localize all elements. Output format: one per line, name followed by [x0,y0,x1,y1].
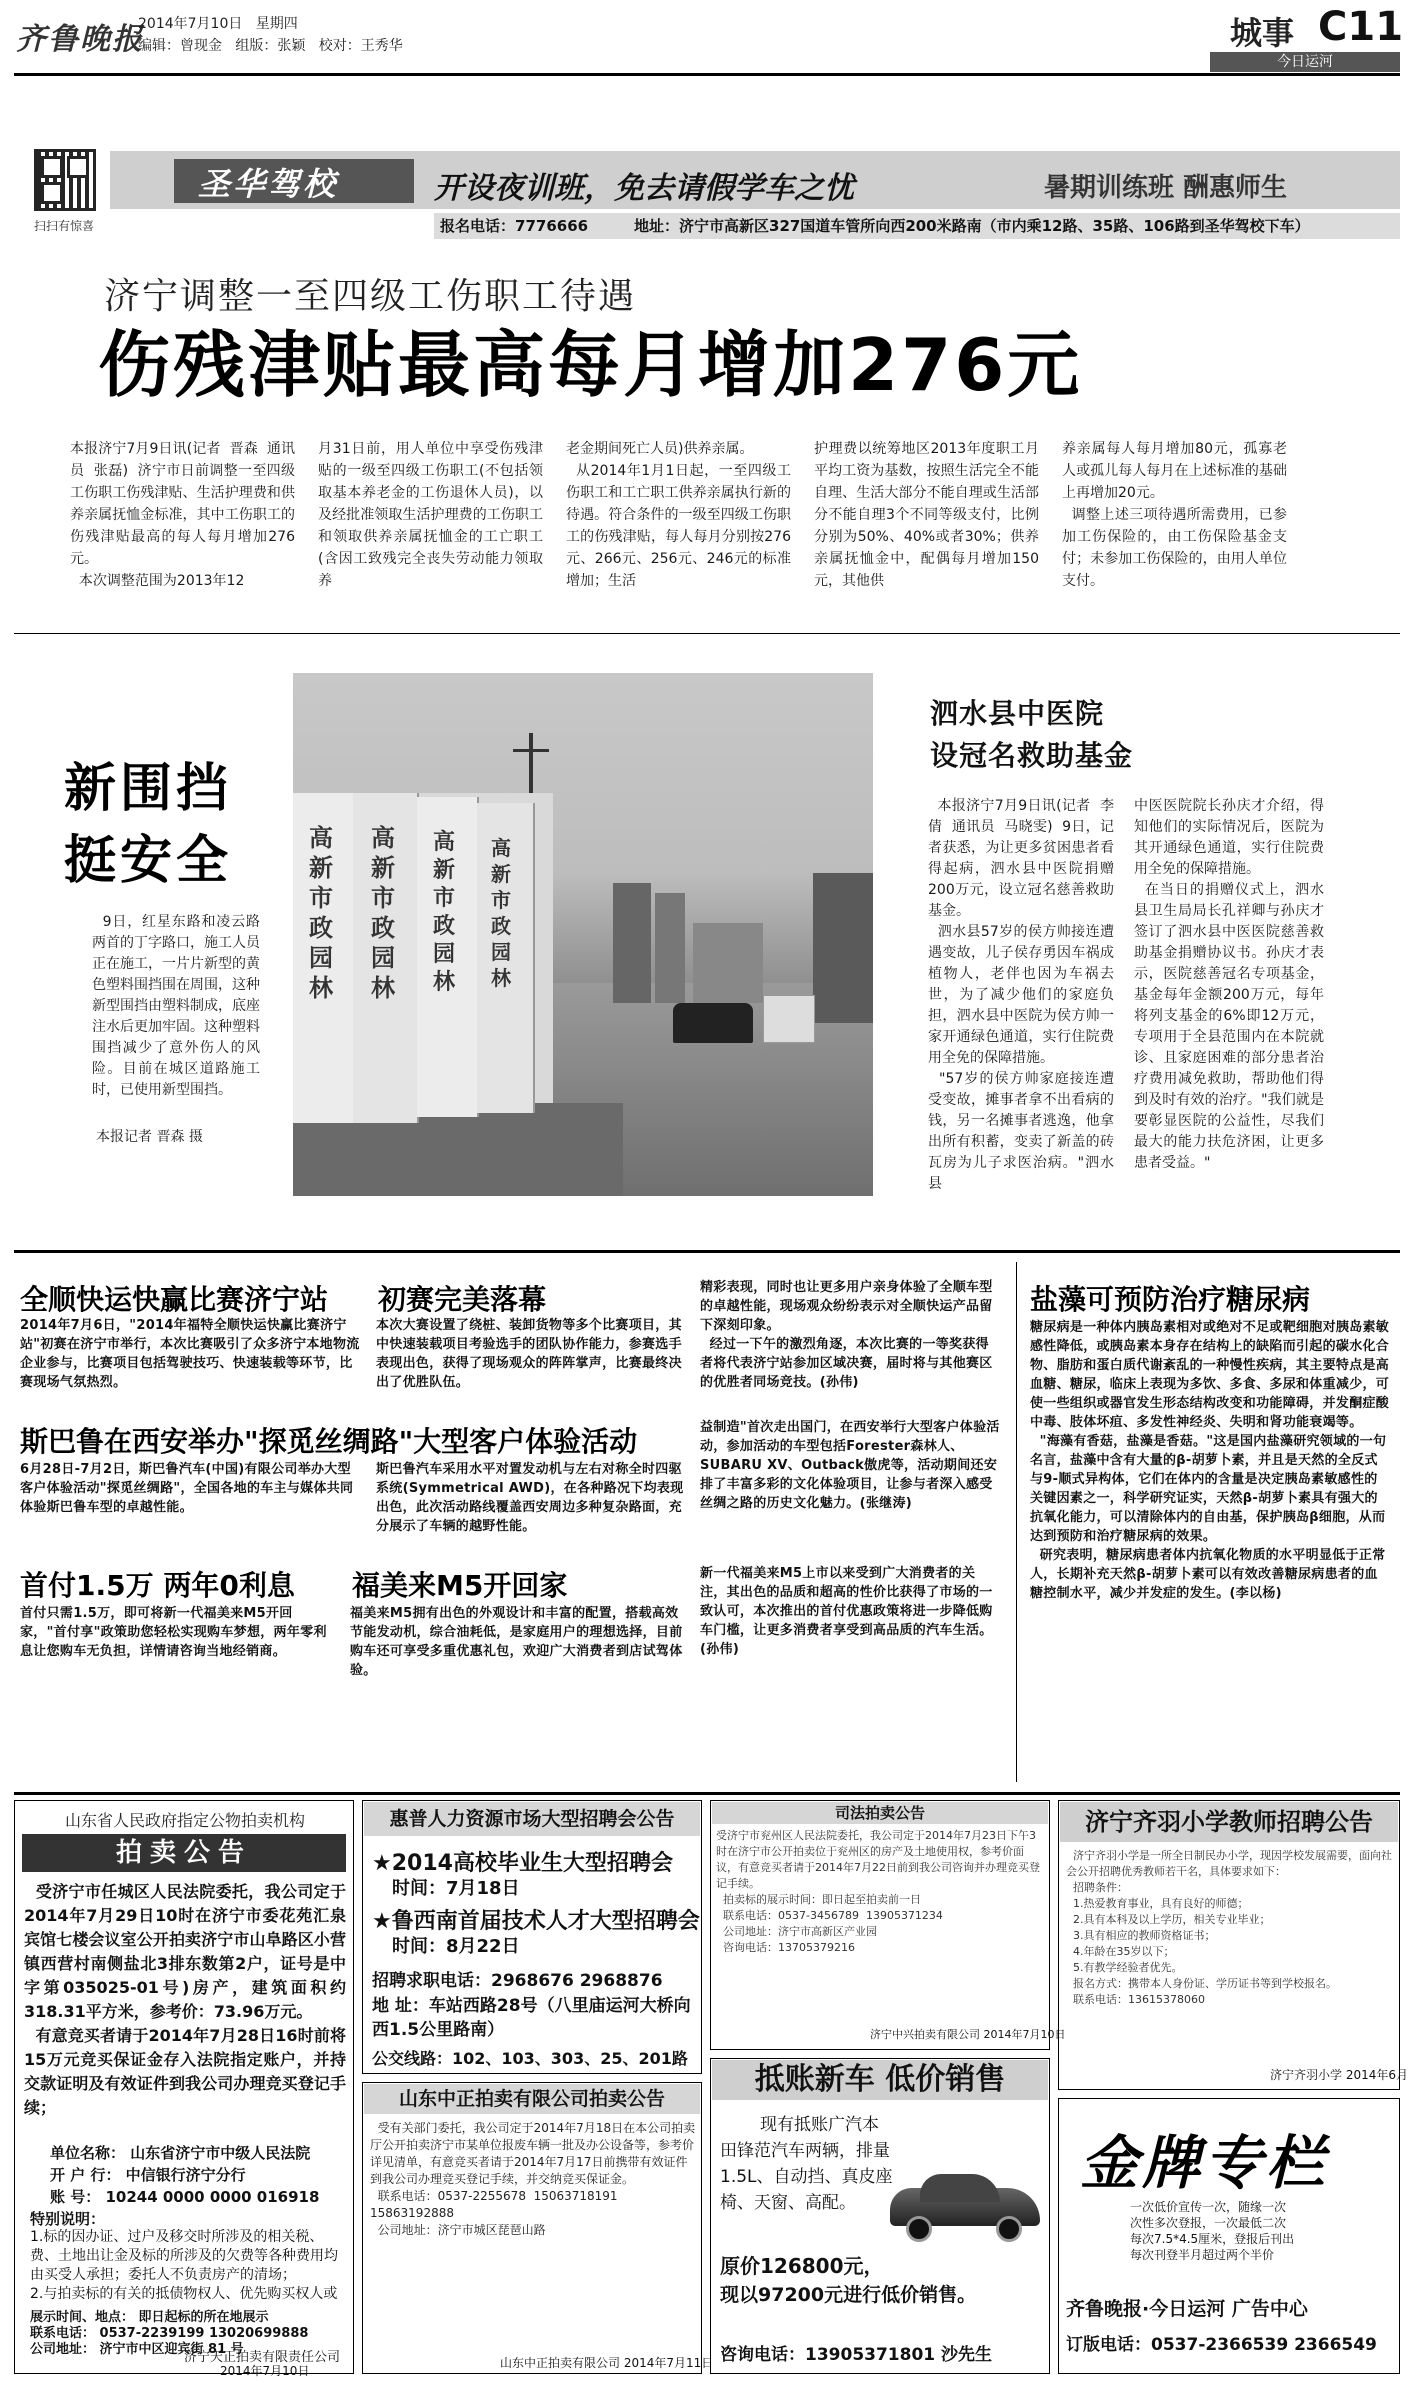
ad-promo: 暑期训练班 酬惠师生 [1044,173,1288,203]
car-sale-line-1: 现有抵账广汽本 [760,2115,879,2135]
proof-credit: 校对：王秀华 [318,38,403,54]
photo-story-body: 9日，红星东路和凌云路两首的丁字路口，施工人员正在施工，一片片新型的黄色塑料围挡围在周围，这种新型围挡由塑料制成，底座注水后更加牢固。这种塑料围挡减少了意外伤人的风险。目前在城区道路施工时，已使用新型围挡。 [92,914,260,1098]
barrier-text: 高新市政园林 [491,836,511,990]
editor-credit: 编辑：曾现金 [138,38,222,54]
phone-label: 报名电话： [440,217,516,235]
lead-col-2: 月31日前，用人单位中享受伤残津贴的一级至四级工伤职工(不包括领取基本养老金的工伤退休人员)，以及经批准领取生活护理费的工伤职工和领取供养亲属抚恤金的工亡职工(含因工致残完全丧失劳动能力领取养 [318,441,543,589]
judicial-title-bar [712,1802,1048,1824]
qr-caption: 扫扫有惊喜 [34,219,95,233]
auto-body-3c: 新一代福美来M5上市以来受到广大消费者的关注，其出色的品质和超高的性价比获得了市场的一致认可，本次推出的首付优惠政策将进一步降低购车门槛，让更多消费者享受到高品质的汽车生活。(孙伟) [700,1566,993,1657]
auto-body-1b: 本次大赛设置了绕桩、装卸货物等多个比赛项目，其中快速装载项目考验选手的团队协作能力，参赛选手表现出色，获得了现场观众的阵阵掌声，比赛最终决出了优胜队伍。 [376,1318,682,1390]
photo-story-title-1: 新围挡 [64,759,233,819]
auction-contact-2: 联系电话： 0537-2239199 13020699888 [30,2326,309,2341]
auction-title-bar [22,1834,346,1872]
school-title-bar [1060,1802,1398,1842]
gold-line-2: 次性多次登报，一次最低二次 [1130,2216,1287,2230]
hospital-title-2: 设冠名救助基金 [930,739,1134,772]
lead-col-1: 本报济宁7月9日讯(记者 晋森 通讯员 张磊) 济宁市日前调整一至四级工伤职工伤残津贴、生活护理费和供养亲属抚恤金标准，其中工伤职工的伤残津贴最高的每人每月增加276元。 本次调整范围为2013年12 [70,441,295,589]
gold-column-title: 金牌专栏 [1080,2129,1329,2197]
ad-slogan: 开设夜训班，免去请假学车之忧 [434,171,854,206]
gold-line-3: 每次7.5*4.5厘米，登报后刊出 [1130,2232,1295,2246]
subsection-bar [1210,52,1400,72]
auto-headline-2: 斯巴鲁在西安举办"探觅丝绸路"大型客户体验活动 [20,1425,638,1458]
hospital-col-1: 本报济宁7月9日讯(记者 李倩 通讯员 马晓雯) 9日，记者获悉，为让更多贫困患者看得起病，泗水县中医院捐赠200万元，设立冠名慈善救助基金。 泗水县57岁的侯方帅接连遭遇变故，儿子侯存勇因车祸成植物人，老伴也因为车祸去世，为了减少他们的家庭负担，泗水县中医院为侯方帅一家开通绿色通道，实行住院费用全免的保障措施。 "57岁的侯方帅家庭接连遭受变故，摊事者拿不出看病的钱，另一名摊事者逃逸，他拿出所有积蓄，变卖了新盖的砖瓦房为儿子求医治病。"泗水县 [928,798,1114,1192]
car-sale-line-4: 椅、天窗、高配。 [720,2193,856,2213]
auto-body-2b: 斯巴鲁汽车采用水平对置发动机与左右对称全时四驱系统(Symmetrical AWD)，在各种路况下均表现出色，此次活动路线覆盖西安周边多种复杂路面，充分展示了车辆的越野性能。 [376,1462,684,1534]
section-name: 城事 [1230,14,1295,52]
job-fair-phone: 招聘求职电话：2968676 2968876 [372,1971,663,1991]
gold-footer-2: 订版电话：0537-2366539 2366549 [1066,2335,1377,2355]
issue-weekday: 星期四 [255,16,298,32]
masthead [0,0,1409,70]
auto-body-2c: 益制造"首次走出国门，在西安举行大型客户体验活动，参加活动的车型包括Forester森林人、SUBARU XV、Outback傲虎等，活动期间还安排了丰富多彩的文化体验项目，让参与者深入感受丝绸之路的历史文化魅力。(张继涛) [700,1420,1000,1511]
auction-account-name: 单位名称： 山东省济宁市中级人民法院 [50,2144,311,2162]
auto-headline-1b: 初赛完美落幕 [378,1283,547,1316]
auto-body-1c: 精彩表现，同时也让更多用户亲身体验了全顺车型的卓越性能，现场观众纷纷表示对全顺快运产品留下深刻印象。 经过一下午的激烈角逐，本次比赛的一等奖获得者将代表济宁站参加区域决赛，届时将与其他赛区的优胜者同场竞技。(孙伟) [700,1280,993,1390]
auction-notes-title: 特别说明： [30,2210,106,2228]
car-sale-line-2: 田锋范汽车两辆，排量 [720,2141,890,2161]
school-title: 济宁齐羽小学教师招聘公告 [1085,1808,1373,1836]
school-footer: 济宁齐羽小学 2014年6月 [1270,2068,1408,2082]
barrier-text: 高新市政园林 [371,824,395,1002]
auto-body-3: 首付只需1.5万，即可将新一代福美来M5开回家，"首付享"政策助您轻松实现购车梦想，两年零利息让您购车无负担，详情请咨询当地经销商。 [20,1606,327,1659]
gold-line-4: 每次刊登半月超过两个半价 [1130,2248,1275,2262]
hospital-title-1: 泗水县中医院 [930,697,1105,730]
car-sale-contact: 咨询电话：13905371801 沙先生 [720,2345,993,2365]
job-fair-event-1-time: 时间：7月18日 [392,1878,520,1899]
job-fair-address: 地 址：车站西路28号（八里庙运河大桥向西1.5公里路南） [372,1996,691,2040]
gold-line-1: 一次低价宣传一次，随缘一次 [1130,2200,1287,2214]
layout-credit: 组版：张颖 [235,38,306,54]
job-fair-event-2: ★鲁西南首届技术人才大型招聘会 [372,1909,700,1934]
school-body: 济宁齐羽小学是一所全日制民办小学，现因学校发展需要，面向社会公开招聘优秀教师若干名，具体要求如下： 招聘条件： 1.热爱教育事业，具有良好的师德； 2.具有本科及以上学历，相关专业毕业； 3.具有相应的教师资格证书； 4.年龄在35岁以下； 5.有教学经验者优先。 报名方式：携带本人身份证、学历证书等到学校报名。 联系电话：13615378060 [1066,1849,1392,2006]
car-sale-original-price: 原价126800元， [720,2254,884,2278]
auction-notes: 1.标的因办证、过户及移交时所涉及的相关税、费、土地出让金及标的所涉及的欠费等各种费用均由买受人承担；委托人不负责房产的清场； 2.与拍卖标的有关的抵债物权人、优先购买权人或 [30,2229,338,2302]
newspaper-logo: 齐鲁晚报 [16,22,144,57]
job-fair-event-2-time: 时间：8月22日 [392,1936,520,1957]
issue-date: 2014年7月10日 [138,16,243,32]
judicial-title: 司法拍卖公告 [834,1804,925,1822]
auction-title: 拍卖公告 [115,1838,252,1868]
auction-company: 济宁天正拍卖有限责任公司 [183,2350,340,2365]
photo-story-title-2: 挺安全 [64,831,233,891]
photo-credit: 本报记者 晋森 摄 [96,1129,203,1145]
auction-body: 受济宁市任城区人民法院委托，我公司定于2014年7月29日10时在济宁市委花苑汇泉宾馆七楼会议室公开拍卖济宁市山阜路区小营镇西营村南侧盐北3排东数第2户，证号是中字第035025-01号)房产，建筑面积约318.31平方米，参考价：73.96万元。 有意竞买者请于2014年7月28日16时前将15万元竞买保证金存入法院指定账户，并持交款证明及有效证件到我公司办理竞买登记手续； [24,1882,346,2117]
auto-headline-3: 首付1.5万 两年0利息 [20,1569,295,1602]
auto-body-2: 6月28日-7月2日，斯巴鲁汽车(中国)有限公司举办大型客户体验活动"探觅丝绸路"，全国各地的车主与媒体共同体验斯巴鲁车型的卓越性能。 [20,1462,354,1515]
auction-account-bank: 开 户 行： 中信银行济宁分行 [50,2166,246,2184]
street-photo [293,673,873,1196]
page-number: C11 [1318,4,1404,50]
lead-headline: 伤残津贴最高每月增加276元 [98,323,1083,407]
zhongzheng-title: 山东中正拍卖有限公司拍卖公告 [398,2088,665,2110]
qr-code [34,149,96,211]
job-fair-event-1: ★2014高校毕业生大型招聘会 [372,1851,673,1876]
barrier-text: 高新市政园林 [309,824,333,1002]
job-fair-bus: 公交线路：102、103、303、25、201路 [372,2049,688,2068]
gold-footer-1: 齐鲁晚报·今日运河 广告中心 [1066,2298,1308,2320]
auto-body-3b: 福美来M5拥有出色的外观设计和丰富的配置，搭载高效节能发动机，综合油耗低，是家庭用户的理想选择，目前购车还可享受多重优惠礼包，欢迎广大消费者到店试驾体验。 [350,1606,683,1678]
auto-headline-1: 全顺快运快赢比赛济宁站 [20,1283,329,1316]
zhongzheng-body: 受有关部门委托，我公司定于2014年7月18日在本公司拍卖厅公开拍卖济宁市某单位报废车辆一批及办公设备等，参考价详见清单，有意竞买者请于2014年7月17日前携带有效证件到我公司办理竞买登记手续，并交纳竞买保证金。 联系电话：0537-2255678 15063718191 15863192888 公司地址：济宁市城区琵琶山路 [370,2121,696,2237]
zhongzheng-title-bar [364,2084,700,2114]
auction-account-no: 账 号： 10244 0000 0000 016918 [50,2188,320,2206]
judicial-footer: 济宁中兴拍卖有限公司 2014年7月10日 [870,2028,1066,2041]
judicial-body: 受济宁市兖州区人民法院委托，我公司定于2014年7月23日下午3时在济宁市公开拍卖位于兖州区的房产及土地使用权，参考价面议，有意竞买者请于2014年7月22日前到我公司咨询并办理竞买登记手续。 拍卖标的展示时间：即日起至拍卖前一日 联系电话：0537-3456789 13905371234 公司地址：济宁市高新区产业园 咨询电话：13705379216 [716,1829,1040,1954]
auction-date: 2014年7月10日 [220,2364,310,2378]
subsection-name: 今日运河 [1277,54,1333,70]
lead-col-4: 护理费以统筹地区2013年度职工月平均工资为基数，按照生活完全不能自理、生活大部分不能自理或生活部分不能自理3个不同等级支付，比例分别为50%、40%或者30%；供养亲属抚恤金中，配偶每月增加150元，其他供 [814,441,1039,589]
auction-contact-3: 公司地址： 济宁市中区迎宾街 81 号 [30,2342,244,2357]
job-fair-title: 惠普人力资源市场大型招聘会公告 [389,1808,675,1830]
car-sale-title: 抵账新车 低价销售 [754,2062,1006,2097]
auction-contact-1: 展示时间、地点： 即日起标的所在地展示 [30,2310,269,2325]
algae-headline: 盐藻可预防治疗糖尿病 [1030,1283,1311,1316]
phone-number: 7776666 [515,217,589,235]
auction-org: 山东省人民政府指定公物拍卖机构 [64,1811,305,1830]
barrier-text: 高新市政园林 [433,830,456,995]
school-address: 地址：济宁市高新区327国道车管所向西200米路南（市内乘12路、35路、106路到圣华驾校下车） [634,217,1310,235]
car-sale-new-price: 现以97200元进行低价销售。 [720,2284,977,2306]
algae-body: 糖尿病是一种体内胰岛素相对或绝对不足或靶细胞对胰岛素敏感性降低，或胰岛素本身存在结构上的缺陷而引起的碳水化合物、脂肪和蛋白质代谢紊乱的一种慢性疾病，其主要特点是高血糖、糖尿，临床上表现为多饮、多食、多尿和体重减少，可使一些组织或器官发生形态结构改变和功能障碍，并发酮症酸中毒、肢体坏疽、多发性神经炎、失明和肾功能衰竭等。 "海藻有香菇，盐藻是香菇。"这是国内盐藻研究领域的一句名言，盐藻中含有大量的β-胡萝卜素，并且是天然的全反式与9-顺式异构体，它们在体内的含量是决定胰岛素敏感性的关键因素之一，科学研究证实，天然β-胡萝卜素具有强大的抗氧化能力，可以清除体内的自由基，保护胰岛β细胞，从而达到预防和治疗糖尿病的效果。 研究表明，糖尿病患者体内抗氧化物质的水平明显低于正常人，长期补充天然β-胡萝卜素可以有效改善糖尿病患者的血糖控制水平，减少并发症的发生。(李以杨) [1030,1320,1390,1601]
school-name: 圣华驾校 [198,165,339,203]
car-sale-title-bar [712,2060,1048,2100]
hospital-col-2: 中医医院院长孙庆才介绍，得知他们的实际情况后，医院为其开通绿色通道，实行住院费用全免的保障措施。 在当日的捐赠仪式上，泗水县卫生局局长孔祥卿与孙庆才签订了泗水县中医医院慈善救助基金捐赠协议书。孙庆才表示，医院慈善冠名专项基金，基金每年金额200万元，每年将列支基金的6%即12万元，专项用于全县范围内在本院就诊、且家庭困难的部分患者治疗费用减免救助，帮助他们得到及时有效的治疗。"我们就是要彰显医院的公益性，尽我们最大的能力扶危济困，让更多患者受益。" [1134,798,1325,1171]
job-fair-title-bar [364,1802,700,1836]
auto-headline-3b: 福美来M5开回家 [352,1569,568,1602]
car-sale-line-3: 1.5L、自动挡、真皮座 [720,2167,893,2187]
lead-kicker: 济宁调整一至四级工伤职工待遇 [104,276,637,317]
lead-col-5: 养亲属每人每月增加80元，孤寡老人或孤儿每人每月在上述标准的基础上再增加20元。 调整上述三项待遇所需费用，已参加工伤保险的，由工伤保险基金支付；未参加工伤保险的，由用人单位支付。 [1062,441,1288,589]
auto-body-1: 2014年7月6日，"2014年福特全顺快运快赢比赛济宁站"初赛在济宁市举行，本次比赛吸引了众多济宁本地物流企业参与，比赛项目包括驾驶技巧、快速装载等环节，比赛现场气氛热烈。 [20,1318,360,1390]
car-image [880,2168,1040,2242]
driving-school-ad [14,145,1400,245]
zhongzheng-footer: 山东中正拍卖有限公司 2014年7月11日 [500,2356,714,2370]
lead-col-3: 老金期间死亡人员)供养亲属。 从2014年1月1日起，一至四级工伤职工和工亡职工供养亲属执行新的待遇。符合条件的一级至四级工伤职工的伤残津贴，每人每月分别按276元、266元、256元、246元的标准增加；生活 [566,441,791,589]
